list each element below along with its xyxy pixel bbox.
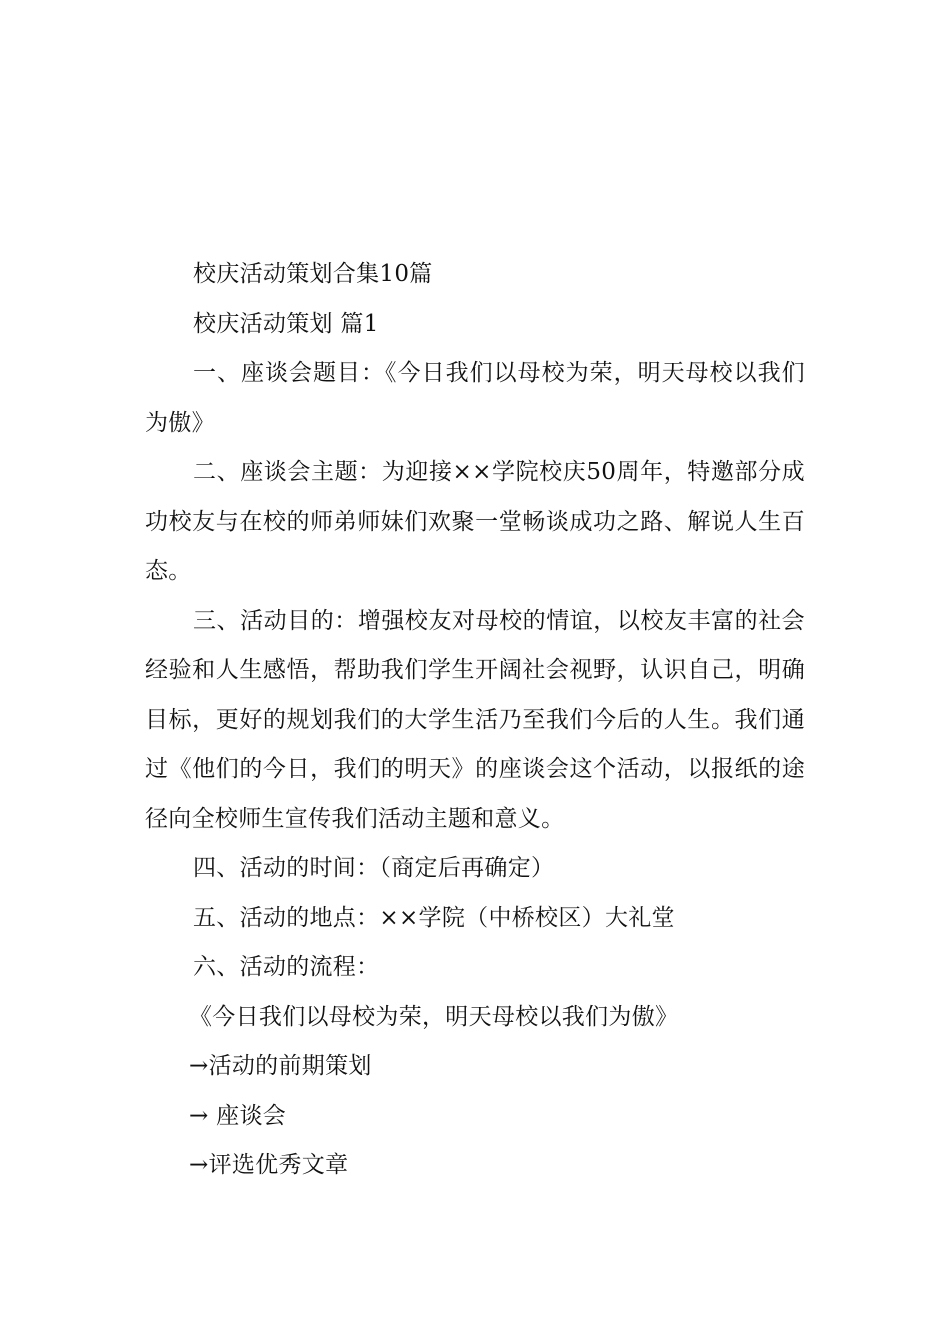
section-heading: 校庆活动策划 篇1 bbox=[193, 310, 379, 337]
paragraph-purpose: 三、活动目的：增强校友对母校的情谊，以校友丰富的社会经验和人生感悟，帮助我们学生开阔社会视野，认识自己，明确目标，更好的规划我们的大学生活乃至我们今后的人生。我们通过《他们的今日，我们的明天》的座谈会这个活动，以报纸的途径向全校师生宣传我们活动主题和意义。 bbox=[145, 607, 805, 832]
document-title: 校庆活动策划合集10篇 bbox=[193, 261, 433, 287]
flow-step-planning: →活动的前期策划 bbox=[189, 1053, 372, 1079]
flow-step-selection: →评选优秀文章 bbox=[189, 1152, 349, 1178]
paragraph-topic: 一、座谈会题目：《今日我们以母校为荣，明天母校以我们为傲》 bbox=[145, 360, 805, 436]
document-body bbox=[145, 250, 805, 1191]
flow-step-symposium: → 座谈会 bbox=[189, 1102, 287, 1129]
paragraph-theme: 二、座谈会主题：为迎接××学院校庆50周年，特邀部分成功校友与在校的师弟师妹们欢聚一堂畅谈成功之路、解说人生百态。 bbox=[145, 459, 805, 584]
paragraph-location: 五、活动的地点：××学院（中桥校区）大礼堂 bbox=[193, 904, 675, 931]
paragraph-time: 四、活动的时间：（商定后再确定） bbox=[193, 855, 555, 881]
paragraph-process: 六、活动的流程： bbox=[193, 954, 380, 980]
flow-step-title: 《今日我们以母校为荣，明天母校以我们为傲》 bbox=[189, 1003, 679, 1030]
